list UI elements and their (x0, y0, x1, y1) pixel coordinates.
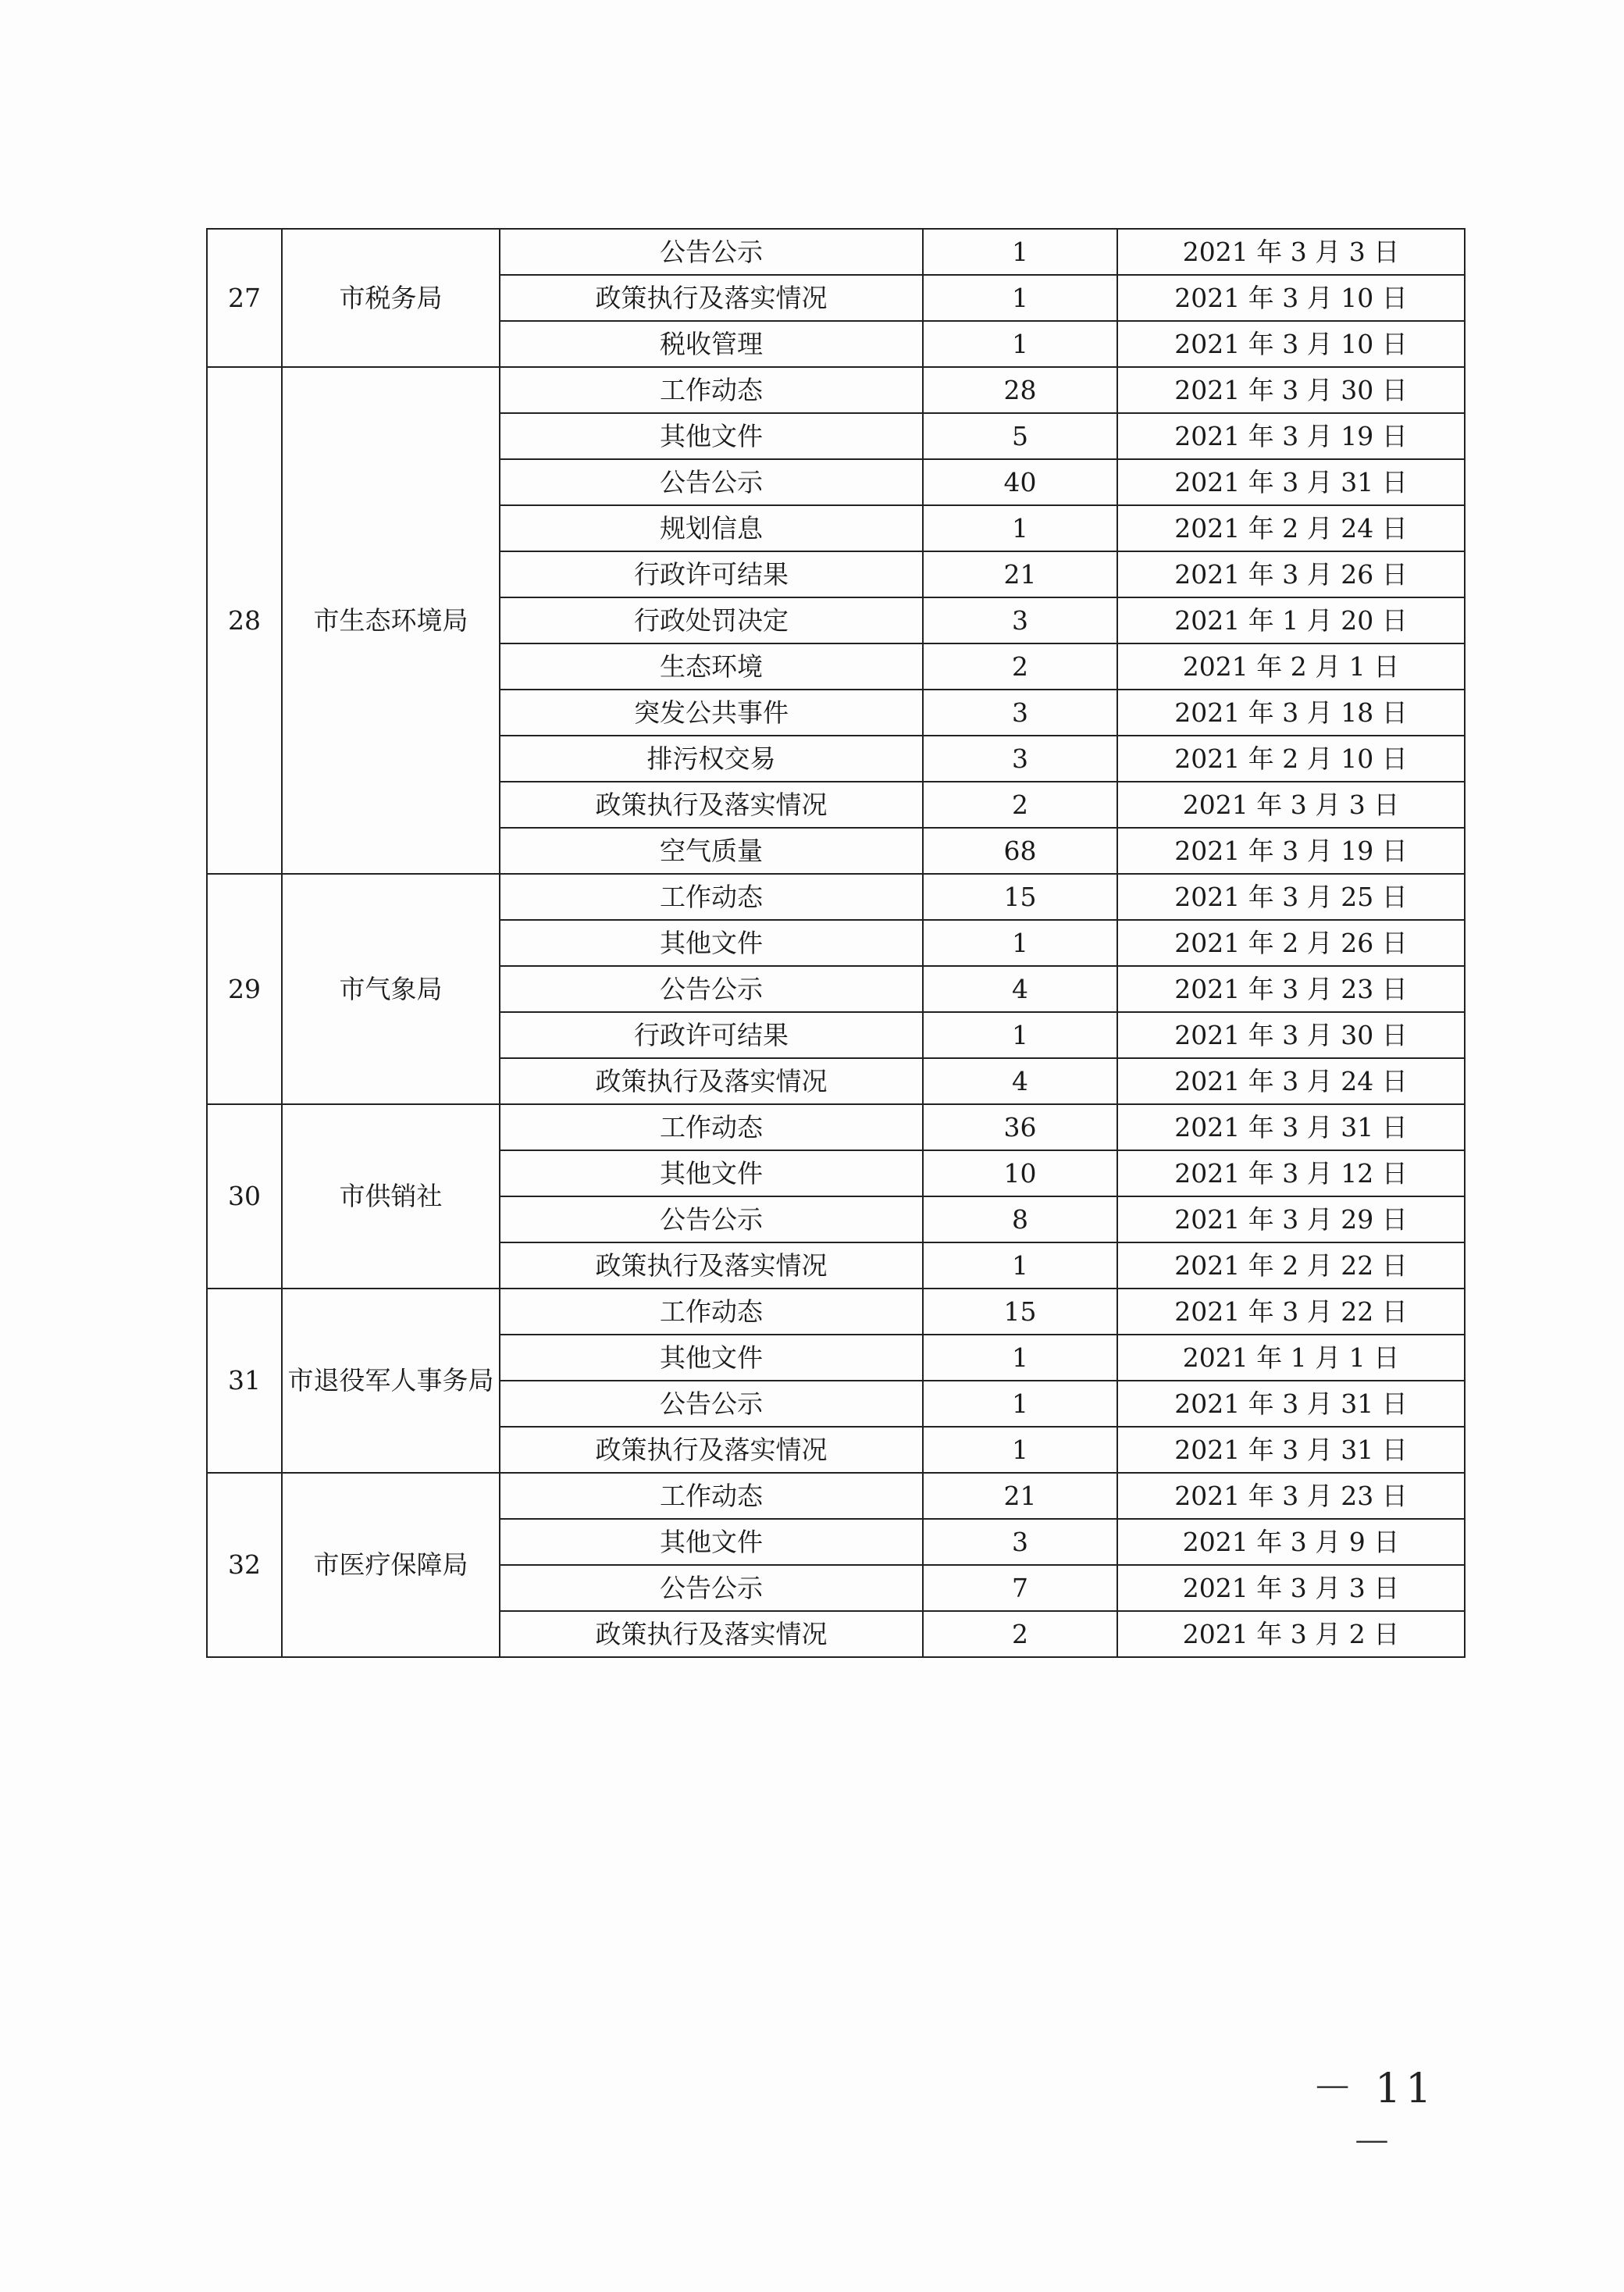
department-cell: 市供销社 (282, 1104, 500, 1289)
date-cell: 2021 年 3 月 3 日 (1117, 782, 1465, 828)
count-cell: 4 (923, 1058, 1117, 1104)
date-cell: 2021 年 3 月 23 日 (1117, 966, 1465, 1012)
date-cell: 2021 年 2 月 10 日 (1117, 736, 1465, 782)
category-cell: 工作动态 (500, 1473, 923, 1519)
category-cell: 工作动态 (500, 1289, 923, 1335)
date-cell: 2021 年 3 月 10 日 (1117, 321, 1465, 367)
date-cell: 2021 年 3 月 19 日 (1117, 828, 1465, 874)
count-cell: 1 (923, 920, 1117, 966)
count-cell: 5 (923, 413, 1117, 459)
table-row (207, 1473, 1465, 1519)
category-cell: 公告公示 (500, 459, 923, 505)
category-cell: 公告公示 (500, 229, 923, 275)
category-cell: 突发公共事件 (500, 690, 923, 736)
count-cell: 40 (923, 459, 1117, 505)
date-cell: 2021 年 3 月 29 日 (1117, 1196, 1465, 1242)
category-cell: 其他文件 (500, 1519, 923, 1565)
category-cell: 生态环境 (500, 643, 923, 690)
count-cell: 1 (923, 321, 1117, 367)
category-cell: 税收管理 (500, 321, 923, 367)
date-cell: 2021 年 2 月 1 日 (1117, 643, 1465, 690)
count-cell: 2 (923, 782, 1117, 828)
date-cell: 2021 年 3 月 26 日 (1117, 551, 1465, 597)
category-cell: 公告公示 (500, 1381, 923, 1427)
department-cell: 市气象局 (282, 874, 500, 1104)
count-cell: 1 (923, 505, 1117, 551)
category-cell: 政策执行及落实情况 (500, 275, 923, 321)
category-cell: 公告公示 (500, 1196, 923, 1242)
category-cell: 规划信息 (500, 505, 923, 551)
count-cell: 21 (923, 551, 1117, 597)
serial-number-cell: 28 (207, 367, 282, 874)
serial-number-cell: 32 (207, 1473, 282, 1657)
category-cell: 政策执行及落实情况 (500, 1427, 923, 1473)
department-cell: 市退役军人事务局 (282, 1289, 500, 1473)
date-cell: 2021 年 3 月 19 日 (1117, 413, 1465, 459)
date-cell: 2021 年 3 月 12 日 (1117, 1150, 1465, 1196)
date-cell: 2021 年 3 月 23 日 (1117, 1473, 1465, 1519)
category-cell: 行政许可结果 (500, 1012, 923, 1058)
date-cell: 2021 年 3 月 31 日 (1117, 1427, 1465, 1473)
date-cell: 2021 年 3 月 9 日 (1117, 1519, 1465, 1565)
serial-number-cell: 27 (207, 229, 282, 367)
department-cell: 市医疗保障局 (282, 1473, 500, 1657)
category-cell: 其他文件 (500, 920, 923, 966)
count-cell: 1 (923, 1242, 1117, 1289)
count-cell: 1 (923, 1381, 1117, 1427)
date-cell: 2021 年 3 月 22 日 (1117, 1289, 1465, 1335)
category-cell: 其他文件 (500, 1335, 923, 1381)
date-cell: 2021 年 3 月 24 日 (1117, 1058, 1465, 1104)
count-cell: 15 (923, 874, 1117, 920)
table-row (207, 367, 1465, 413)
count-cell: 3 (923, 690, 1117, 736)
count-cell: 1 (923, 1012, 1117, 1058)
table-body (207, 229, 1465, 1657)
count-cell: 3 (923, 736, 1117, 782)
category-cell: 政策执行及落实情况 (500, 1242, 923, 1289)
date-cell: 2021 年 2 月 22 日 (1117, 1242, 1465, 1289)
table-row (207, 1289, 1465, 1335)
count-cell: 36 (923, 1104, 1117, 1150)
count-cell: 21 (923, 1473, 1117, 1519)
category-cell: 工作动态 (500, 367, 923, 413)
category-cell: 政策执行及落实情况 (500, 782, 923, 828)
date-cell: 2021 年 1 月 1 日 (1117, 1335, 1465, 1381)
date-cell: 2021 年 3 月 30 日 (1117, 1012, 1465, 1058)
date-cell: 2021 年 3 月 25 日 (1117, 874, 1465, 920)
date-cell: 2021 年 1 月 20 日 (1117, 597, 1465, 643)
count-cell: 28 (923, 367, 1117, 413)
table-row (207, 1104, 1465, 1150)
table-row (207, 229, 1465, 275)
count-cell: 15 (923, 1289, 1117, 1335)
date-cell: 2021 年 3 月 30 日 (1117, 367, 1465, 413)
disclosure-table (206, 228, 1466, 1658)
category-cell: 其他文件 (500, 1150, 923, 1196)
count-cell: 1 (923, 1427, 1117, 1473)
table-row (207, 874, 1465, 920)
date-cell: 2021 年 3 月 3 日 (1117, 229, 1465, 275)
date-cell: 2021 年 3 月 10 日 (1117, 275, 1465, 321)
count-cell: 1 (923, 1335, 1117, 1381)
count-cell: 1 (923, 275, 1117, 321)
count-cell: 10 (923, 1150, 1117, 1196)
date-cell: 2021 年 3 月 31 日 (1117, 1104, 1465, 1150)
category-cell: 政策执行及落实情况 (500, 1611, 923, 1657)
serial-number-cell: 30 (207, 1104, 282, 1289)
count-cell: 1 (923, 229, 1117, 275)
category-cell: 行政处罚决定 (500, 597, 923, 643)
date-cell: 2021 年 3 月 31 日 (1117, 1381, 1465, 1427)
count-cell: 2 (923, 643, 1117, 690)
serial-number-cell: 31 (207, 1289, 282, 1473)
category-cell: 政策执行及落实情况 (500, 1058, 923, 1104)
category-cell: 行政许可结果 (500, 551, 923, 597)
date-cell: 2021 年 3 月 2 日 (1117, 1611, 1465, 1657)
serial-number-cell: 29 (207, 874, 282, 1104)
date-cell: 2021 年 2 月 24 日 (1117, 505, 1465, 551)
count-cell: 7 (923, 1565, 1117, 1611)
count-cell: 2 (923, 1611, 1117, 1657)
count-cell: 4 (923, 966, 1117, 1012)
category-cell: 空气质量 (500, 828, 923, 874)
page-number: － 11 － (1312, 2066, 1437, 2167)
count-cell: 8 (923, 1196, 1117, 1242)
count-cell: 3 (923, 1519, 1117, 1565)
date-cell: 2021 年 2 月 26 日 (1117, 920, 1465, 966)
date-cell: 2021 年 3 月 18 日 (1117, 690, 1465, 736)
category-cell: 公告公示 (500, 1565, 923, 1611)
category-cell: 排污权交易 (500, 736, 923, 782)
department-cell: 市税务局 (282, 229, 500, 367)
date-cell: 2021 年 3 月 31 日 (1117, 459, 1465, 505)
count-cell: 3 (923, 597, 1117, 643)
category-cell: 公告公示 (500, 966, 923, 1012)
date-cell: 2021 年 3 月 3 日 (1117, 1565, 1465, 1611)
category-cell: 工作动态 (500, 1104, 923, 1150)
department-cell: 市生态环境局 (282, 367, 500, 874)
category-cell: 其他文件 (500, 413, 923, 459)
category-cell: 工作动态 (500, 874, 923, 920)
count-cell: 68 (923, 828, 1117, 874)
